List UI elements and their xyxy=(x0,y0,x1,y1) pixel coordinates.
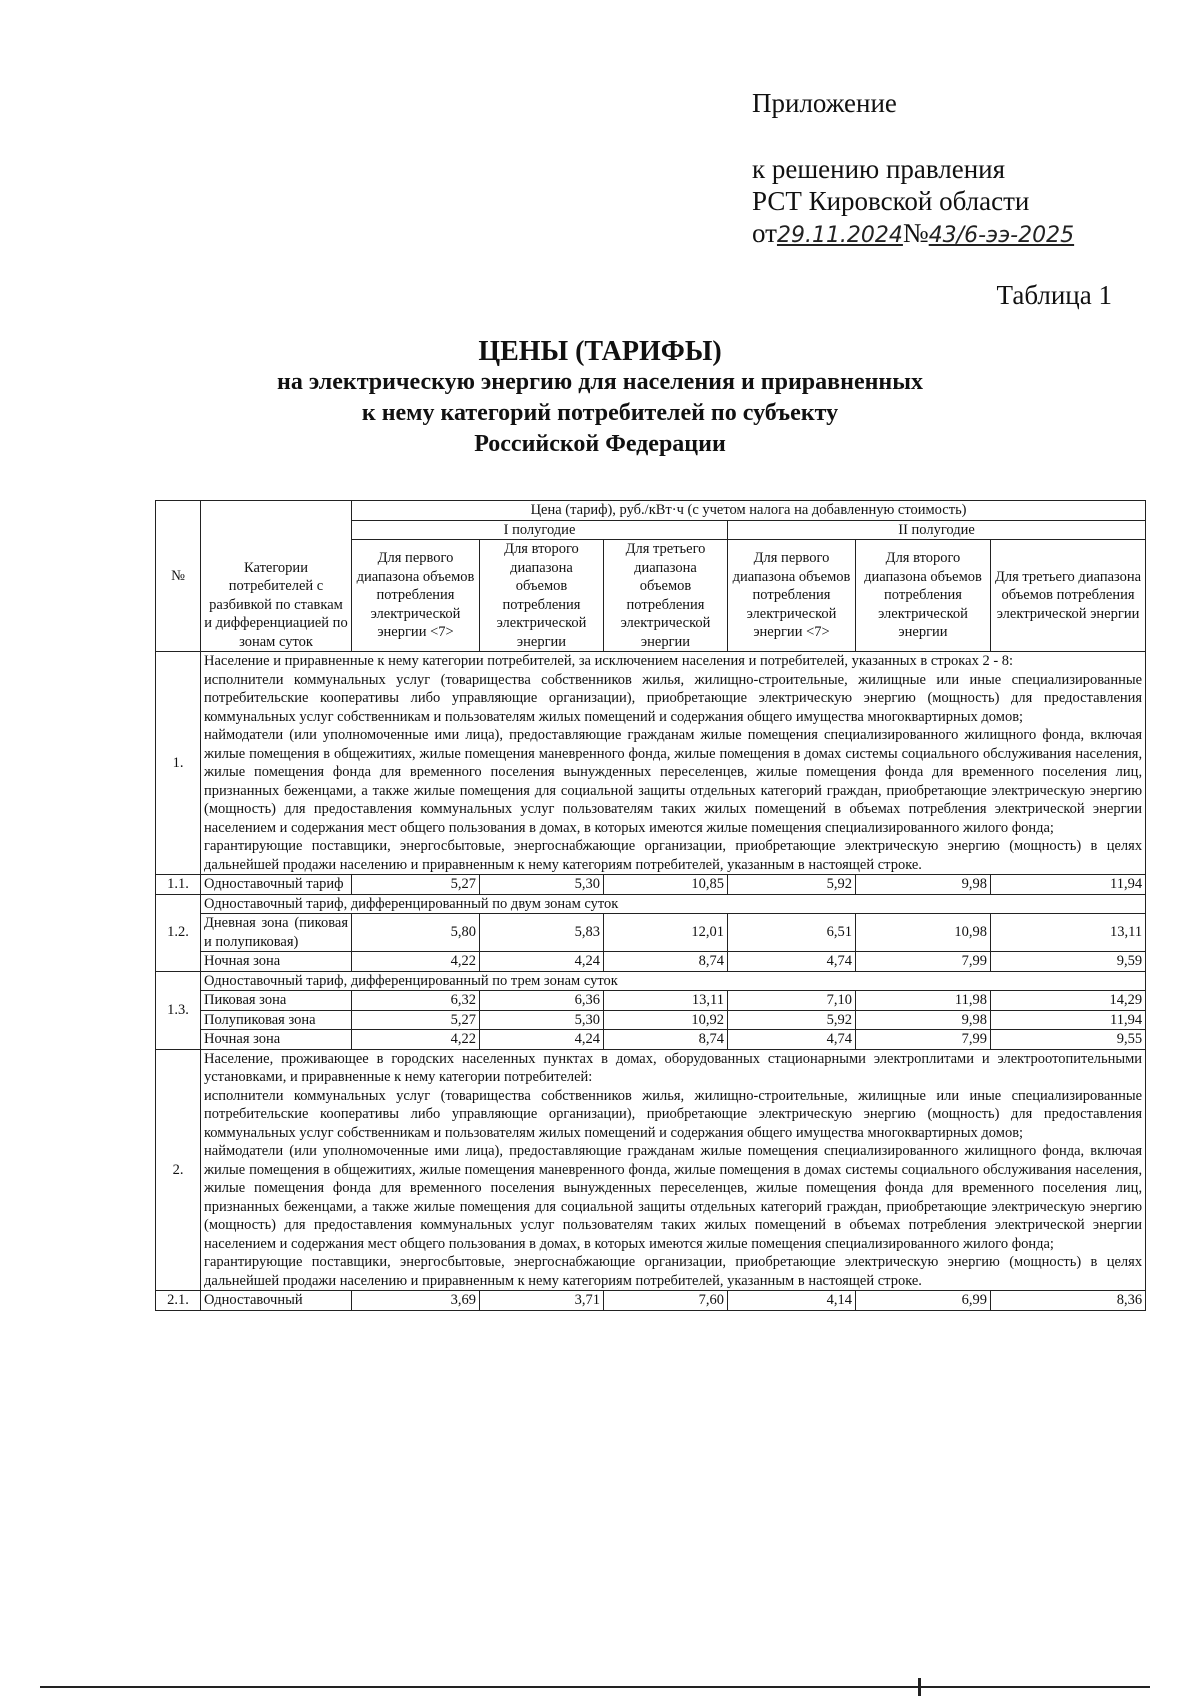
header-range-3: Для третьего диапазона объемов потребления электрической энергии xyxy=(604,540,728,652)
row-num: 1.2. xyxy=(156,894,201,971)
table-row xyxy=(156,914,1146,952)
row-num: 1.1. xyxy=(156,875,201,895)
price-cell: 10,85 xyxy=(604,875,728,895)
section-paragraph: наймодатели (или уполномоченные ими лица), предоставляющие гражданам жилые помещения специализированного жилищного фонда, включая жилые помещения в общежитиях, жилые помещения маневренного фонда, жилые помещения в домах системы социального обслуживания населения, жилые помещения фонда для временного поселения вынужденных переселенцев, жилые помещения фонда для временного поселения лиц, признанных беженцами, а также жилые помещения для социальной защиты отдельных категорий граждан, приобретающие электрическую энергию (мощность) для предоставления коммунальных услуг пользователям таких жилых помещений в объемах потребления электрической энергии населением и содержания мест общего пользования в домах, в которых имеются жилые помещения специализированного жилого фонда; xyxy=(204,1143,1143,1252)
authority-line: РСТ Кировской области xyxy=(752,186,1030,216)
price-cell: 9,55 xyxy=(991,1030,1146,1050)
price-cell: 9,59 xyxy=(991,952,1146,972)
price-cell: 8,74 xyxy=(604,952,728,972)
price-cell: 4,24 xyxy=(480,952,604,972)
header-range-3: Для третьего диапазона объемов потребления электрической энергии xyxy=(991,540,1146,652)
header-half-1: I полугодие xyxy=(352,520,728,540)
row-num: 1.3. xyxy=(156,971,201,1049)
row-label: Ночная зона xyxy=(201,952,352,972)
price-cell: 6,36 xyxy=(480,991,604,1011)
price-cell: 9,98 xyxy=(856,875,991,895)
row-label: Одноставочный xyxy=(201,1291,352,1311)
price-cell: 5,92 xyxy=(728,1010,856,1030)
price-cell: 5,30 xyxy=(480,875,604,895)
price-cell: 3,69 xyxy=(352,1291,480,1311)
price-cell: 9,98 xyxy=(856,1010,991,1030)
title-line-3: к нему категорий потребителей по субъекту xyxy=(361,400,839,426)
price-cell: 8,74 xyxy=(604,1030,728,1050)
title-line-2: на электрическую энергию для населения и приравненных xyxy=(277,369,923,395)
header-range-2: Для второго диапазона объемов потребления электрической энергии xyxy=(856,540,991,652)
document-title xyxy=(0,336,1200,460)
tariff-table xyxy=(155,500,1146,1311)
price-cell: 13,11 xyxy=(604,991,728,1011)
price-cell: 5,80 xyxy=(352,914,480,952)
section-paragraph: наймодатели (или уполномоченные ими лица), предоставляющие гражданам жилые помещения специализированного жилищного фонда, включая жилые помещения в общежитиях, жилые помещения маневренного фонда, жилые помещения в домах системы социального обслуживания населения, жилые помещения фонда для временного поселения вынужденных переселенцев, жилые помещения фонда для временного поселения лиц, признанных беженцами, а также жилые помещения для социальной защиты отдельных категорий граждан, приобретающие электрическую энергию (мощность) для предоставления коммунальных услуг пользователям таких жилых помещений в объемах потребления электрической энергии населением и содержания мест общего пользования в домах, в которых имеются жилые помещения специализированного жилого фонда; xyxy=(204,727,1143,836)
section-2-description xyxy=(201,1049,1146,1291)
price-cell: 6,32 xyxy=(352,991,480,1011)
price-cell: 12,01 xyxy=(604,914,728,952)
price-cell: 5,92 xyxy=(728,875,856,895)
price-cell: 6,51 xyxy=(728,914,856,952)
price-cell: 7,99 xyxy=(856,1030,991,1050)
price-cell: 5,30 xyxy=(480,1010,604,1030)
price-cell: 8,36 xyxy=(991,1291,1146,1311)
table-row xyxy=(156,1291,1146,1311)
header-range-1: Для первого диапазона объемов потребления электрической энергии <7> xyxy=(352,540,480,652)
price-cell: 11,94 xyxy=(991,1010,1146,1030)
price-cell: 4,22 xyxy=(352,952,480,972)
appendix-label: Приложение xyxy=(752,88,897,118)
price-cell: 11,98 xyxy=(856,991,991,1011)
section-paragraph: гарантирующие поставщики, энергосбытовые, энергоснабжающие организации, приобретающие электрическую энергию (мощность) в целях дальнейшей продажи населению и приравненным к нему категориям потребителей, указанным в настоящей строке. xyxy=(204,838,1143,873)
price-cell: 4,14 xyxy=(728,1291,856,1311)
price-cell: 10,92 xyxy=(604,1010,728,1030)
section-paragraph: Население и приравненные к нему категории потребителей, за исключением населения и потребителей, указанных в строках 2 - 8: xyxy=(204,653,1014,669)
table-row xyxy=(156,894,1146,914)
header-num: № xyxy=(156,501,201,652)
number-sign: № xyxy=(902,218,929,248)
row-num: 2.1. xyxy=(156,1291,201,1311)
footer-tick xyxy=(918,1678,921,1696)
header-price: Цена (тариф), руб./кВт·ч (с учетом налога на добавленную стоимость) xyxy=(352,501,1146,521)
header-row xyxy=(156,501,1146,521)
price-cell: 11,94 xyxy=(991,875,1146,895)
row-label: Ночная зона xyxy=(201,1030,352,1050)
price-cell: 5,27 xyxy=(352,1010,480,1030)
row-heading: Одноставочный тариф, дифференцированный по двум зонам суток xyxy=(201,894,1146,914)
handwritten-number: 43/6-ээ-2025 xyxy=(928,223,1075,248)
price-cell: 5,27 xyxy=(352,875,480,895)
section-paragraph: гарантирующие поставщики, энергосбытовые, энергоснабжающие организации, приобретающие электрическую энергию (мощность) в целях дальнейшей продажи населению и приравненным к нему категориям потребителей, указанным в настоящей строке. xyxy=(204,1254,1143,1289)
price-cell: 7,10 xyxy=(728,991,856,1011)
price-cell: 4,24 xyxy=(480,1030,604,1050)
footer-rule xyxy=(40,1686,1150,1688)
header-range-1: Для первого диапазона объемов потребления электрической энергии <7> xyxy=(728,540,856,652)
section-paragraph: Население, проживающее в городских населенных пунктах в домах, оборудованных стационарными электроплитами и электроотопительными установками, и приравненные к нему категории потребителей: xyxy=(204,1050,1143,1085)
price-cell: 13,11 xyxy=(991,914,1146,952)
price-cell: 7,60 xyxy=(604,1291,728,1311)
header-half-2: II полугодие xyxy=(728,520,1146,540)
row-label: Пиковая зона xyxy=(201,991,352,1011)
price-cell: 6,99 xyxy=(856,1291,991,1311)
table-row xyxy=(156,1010,1146,1030)
table-number: Таблица 1 xyxy=(996,280,1112,310)
row-num: 2. xyxy=(156,1049,201,1291)
title-line-1: ЦЕНЫ (ТАРИФЫ) xyxy=(478,336,722,367)
table-row xyxy=(156,952,1146,972)
price-cell: 4,74 xyxy=(728,952,856,972)
table-row xyxy=(156,652,1146,875)
price-cell: 10,98 xyxy=(856,914,991,952)
table-row xyxy=(156,991,1146,1011)
handwritten-date: 29.11.2024 xyxy=(776,223,903,248)
row-heading: Одноставочный тариф, дифференцированный по трем зонам суток xyxy=(201,971,1146,991)
from-prefix: от xyxy=(752,218,777,248)
row-label: Одноставочный тариф xyxy=(201,875,352,895)
section-paragraph: исполнители коммунальных услуг (товарищества собственников жилья, жилищно-строительные, жилищные или иные специализированные потребительские кооперативы либо управляющие организации), приобретающие электрическую энергию (мощность) для предоставления коммунальных услуг собственникам и пользователям жилых помещений и содержания общего имущества многоквартирных домов; xyxy=(204,671,1143,725)
header-category: Категории потребителей с разбивкой по ставкам и дифференциацией по зонам суток xyxy=(201,501,352,652)
row-label: Дневная зона (пиковая и полупиковая) xyxy=(201,914,352,952)
date-number-line xyxy=(752,218,1074,251)
price-cell: 7,99 xyxy=(856,952,991,972)
table-row xyxy=(156,1030,1146,1050)
section-paragraph: исполнители коммунальных услуг (товарищества собственников жилья, жилищно-строительные, жилищные или иные специализированные потребительские кооперативы либо управляющие организации), приобретающие электрическую энергию (мощность) для предоставления коммунальных услуг собственникам и пользователям жилых помещений и содержания общего имущества многоквартирных домов; xyxy=(204,1087,1143,1141)
section-1-description xyxy=(201,652,1146,875)
row-label: Полупиковая зона xyxy=(201,1010,352,1030)
decision-line: к решению правления xyxy=(752,154,1006,184)
header-range-2: Для второго диапазона объемов потребления электрической энергии xyxy=(480,540,604,652)
table-row xyxy=(156,875,1146,895)
price-cell: 5,83 xyxy=(480,914,604,952)
price-cell: 3,71 xyxy=(480,1291,604,1311)
title-line-4: Российской Федерации xyxy=(474,431,726,457)
price-cell: 4,74 xyxy=(728,1030,856,1050)
price-cell: 14,29 xyxy=(991,991,1146,1011)
table-row xyxy=(156,971,1146,991)
table-row xyxy=(156,1049,1146,1291)
row-num: 1. xyxy=(156,652,201,875)
price-cell: 4,22 xyxy=(352,1030,480,1050)
